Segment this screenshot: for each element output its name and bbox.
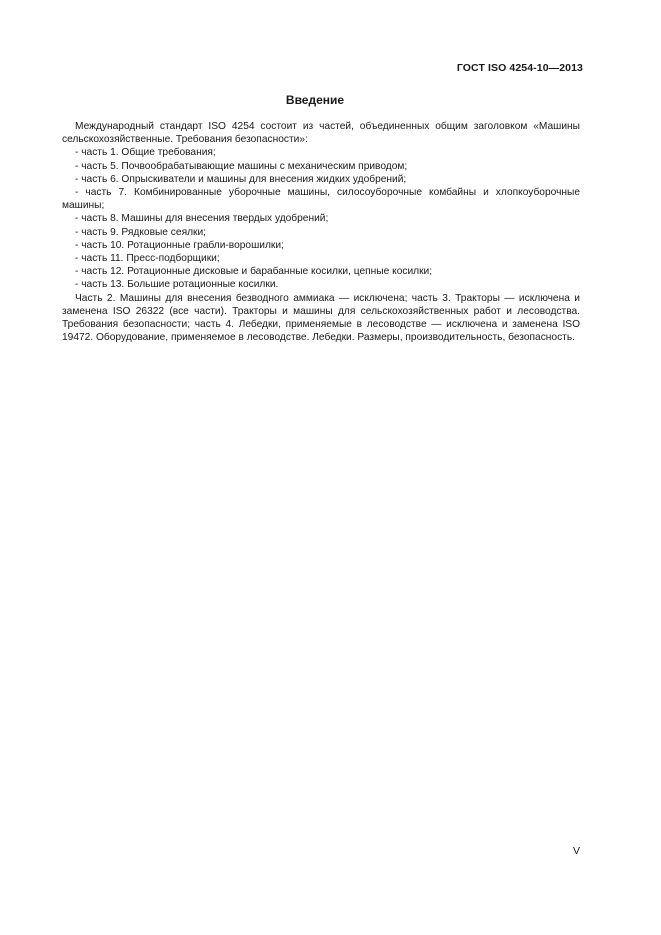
intro-paragraph: Международный стандарт ISO 4254 состоит из частей, объединенных общим заголовком «Машины сельскохозяйственные. Требования безопасности»: — [62, 121, 580, 146]
list-item: - часть 6. Опрыскиватели и машины для внесения жидких удобрений; — [75, 173, 407, 185]
page-number: V — [573, 845, 581, 857]
closing-paragraph: Часть 2. Машины для внесения безводного аммиака — исключена; часть 3. Тракторы — исключена и заменена ISO 26322 (все части). Тракторы и машины для сельскохозяйственных работ и лесоводства. Требования безопасности; часть 4. Лебедки, применяемые в лесоводстве — исключена и заменена ISO 19472. Оборудование, применяемое в лесоводстве. Лебедки. Размеры, производительность, безопасность. — [62, 292, 580, 344]
document-code: ГОСТ ISO 4254-10—2013 — [456, 62, 583, 74]
document-body — [62, 120, 580, 344]
list-item: - часть 7. Комбинированные уборочные машины, силосоуборочные комбайны и хлопкоуборочные машины; — [62, 187, 580, 212]
list-item: - часть 5. Почвообрабатывающие машины с механическим приводом; — [75, 160, 408, 172]
list-item: - часть 11. Пресс-подборщики; — [75, 253, 220, 265]
list-item: - часть 9. Рядковые сеялки; — [75, 226, 207, 238]
list-item: - часть 13. Большие ротационные косилки. — [75, 279, 279, 291]
list-item: - часть 10. Ротационные грабли-ворошилки; — [75, 239, 284, 251]
list-item: - часть 12. Ротационные дисковые и барабанные косилки, цепные косилки; — [75, 266, 433, 278]
list-item: - часть 1. Общие требования; — [75, 147, 216, 159]
list-item: - часть 8. Машины для внесения твердых удобрений; — [75, 213, 329, 225]
section-title: Введение — [285, 93, 345, 107]
parts-list — [62, 146, 580, 291]
